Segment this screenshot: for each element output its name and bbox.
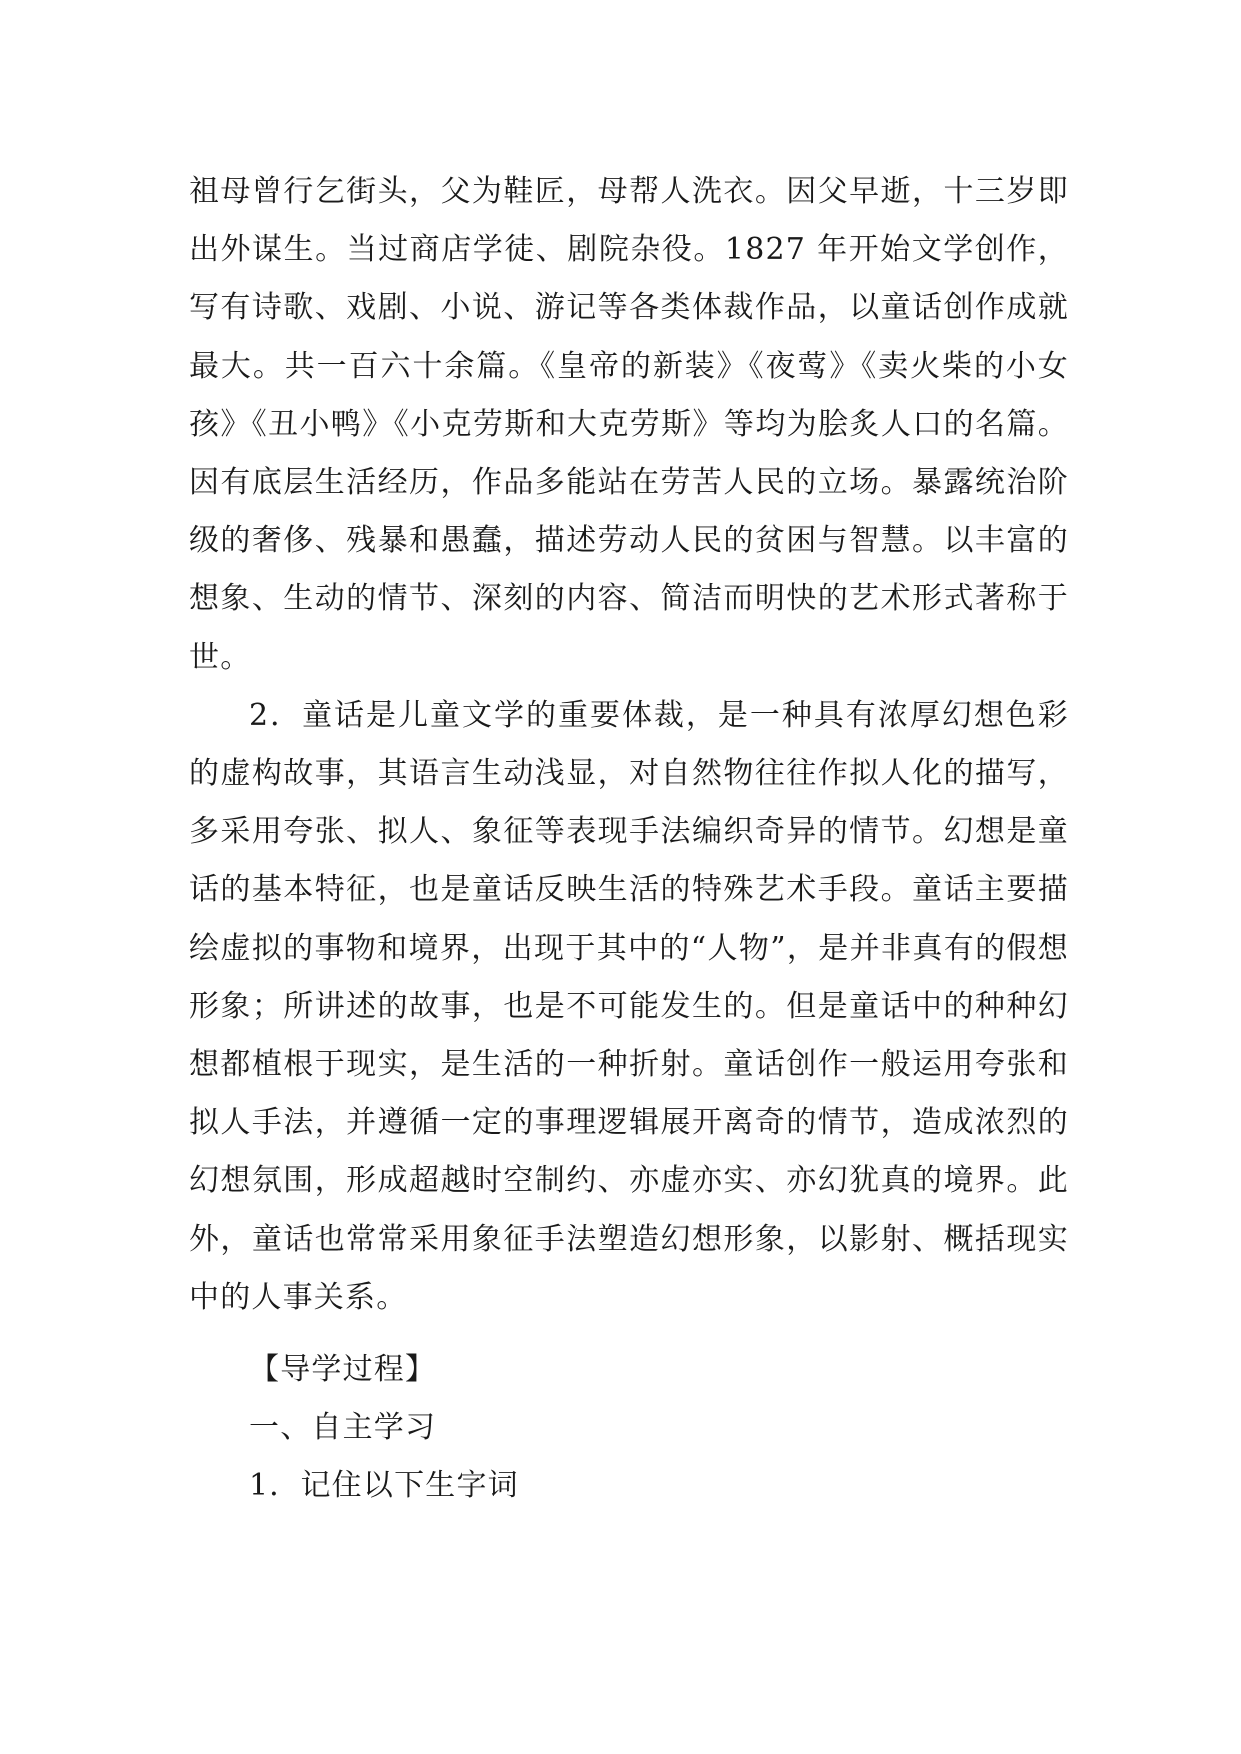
document-body — [189, 163, 1069, 1516]
list-item: 1．记住以下生字词 — [249, 1468, 519, 1504]
section-heading: 【导学过程】 — [249, 1352, 437, 1388]
paragraph-fairy-tale-definition: 2．童话是儿童文学的重要体裁，是一种具有浓厚幻想色彩的虚构故事，其语言生动浅显，对自然物往往作拟人化的描写，多采用夸张、拟人、象征等表现手法编织奇异的情节。幻想是童话的基本特征，也是童话反映生活的特殊艺术手段。童话主要描绘虚拟的事物和境界，出现于其中的“人物”，是并非真有的假想形象；所讲述的故事，也是不可能发生的。但是童话中的种种幻想都植根于现实，是生活的一种折射。童话创作一般运用夸张和拟人手法，并遵循一定的事理逻辑展开离奇的情节，造成浓烈的幻想氛围，形成超越时空制约、亦虚亦实、亦幻犹真的境界。此外，童话也常常采用象征手法塑造幻想形象，以影射、概括现实中的人事关系。 — [189, 697, 1069, 1315]
subsection-heading: 一、自主学习 — [249, 1410, 437, 1446]
paragraph-andersen-bio: 祖母曾行乞街头，父为鞋匠，母帮人洗衣。因父早逝，十三岁即出外谋生。当过商店学徒、剧院杂役。1827 年开始文学创作，写有诗歌、戏剧、小说、游记等各类体裁作品，以童话创作成就最大。共一百六十余篇。《皇帝的新装》《夜莺》《卖火柴的小女孩》《丑小鸭》《小克劳斯和大克劳斯》等均为脍炙人口的名篇。因有底层生活经历，作品多能站在劳苦人民的立场。暴露统治阶级的奢侈、残暴和愚蠢，描述劳动人民的贫困与智慧。以丰富的想象、生动的情节、深刻的内容、简洁而明快的艺术形式著称于世。 — [189, 174, 1069, 675]
